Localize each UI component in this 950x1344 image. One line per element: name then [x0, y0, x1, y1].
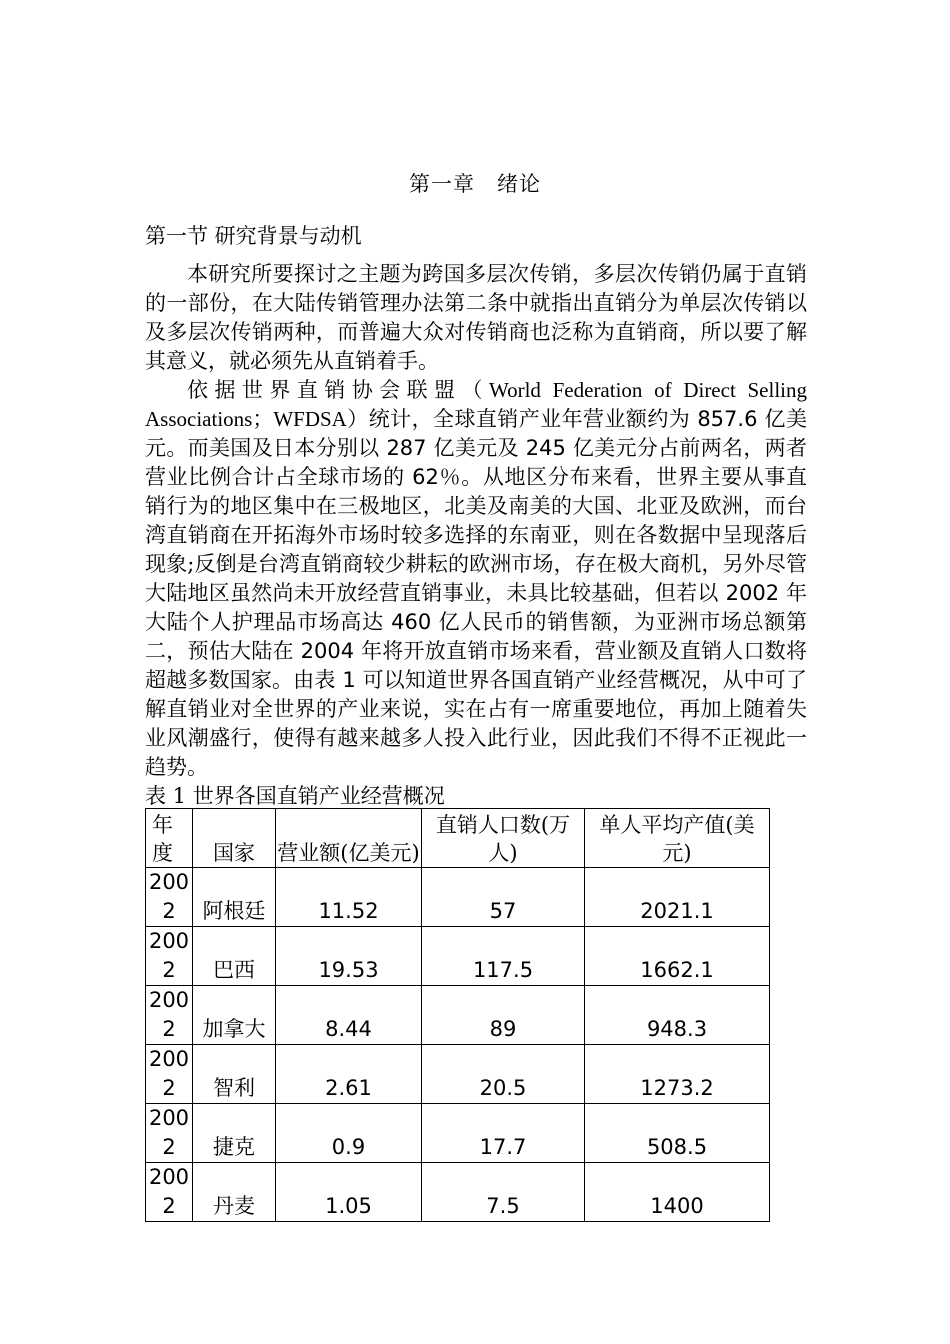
p2-seg: 依据世界直销协会联盟（ — [187, 378, 489, 402]
table-header-row — [146, 809, 770, 868]
p2-seg: 亿美元分占前两名，两者营业比例合计占全球市场的 — [145, 436, 807, 489]
p2-seg: 亿美元及 — [426, 436, 526, 460]
cell-revenue: 11.52 — [276, 868, 422, 927]
p2-seg: ）统计，全球直销产业年营业额约为 — [346, 407, 698, 431]
paragraph-2 — [145, 376, 807, 782]
cell-year: 2002 — [146, 1163, 193, 1222]
table-row — [146, 1104, 770, 1163]
direct-selling-table — [145, 808, 770, 1222]
p2-number: 2004 — [300, 639, 355, 663]
p2-seg: 亿美元。而美国及日本分别以 — [145, 407, 807, 460]
p2-number: 287 — [386, 436, 427, 460]
p2-number: 460 — [391, 610, 432, 634]
table-row — [146, 868, 770, 927]
cell-year: 2002 — [146, 1045, 193, 1104]
cell-people: 57 — [422, 868, 585, 927]
p2-seg: 年将开放直销市场来看，营业额及直销人口数将超越多数国家。由表 — [145, 639, 807, 692]
cell-average: 1273.2 — [585, 1045, 770, 1104]
table-row — [146, 927, 770, 986]
p2-number: 245 — [525, 436, 566, 460]
table-row — [146, 1045, 770, 1104]
cell-average: 1400 — [585, 1163, 770, 1222]
paragraph-2-text — [145, 376, 807, 782]
header-people: 直销人口数(万人) — [422, 809, 585, 868]
cell-people: 7.5 — [422, 1163, 585, 1222]
cell-year: 2002 — [146, 1104, 193, 1163]
cell-revenue: 2.61 — [276, 1045, 422, 1104]
p2-number: 62％ — [412, 465, 462, 489]
cell-people: 20.5 — [422, 1045, 585, 1104]
cell-country: 捷克 — [193, 1104, 276, 1163]
p2-number: 857.6 — [697, 407, 758, 431]
cell-year: 2002 — [146, 927, 193, 986]
cell-revenue: 1.05 — [276, 1163, 422, 1222]
cell-people: 89 — [422, 986, 585, 1045]
cell-revenue: 8.44 — [276, 986, 422, 1045]
cell-people: 17.7 — [422, 1104, 585, 1163]
paragraph-1-text: 本研究所要探讨之主题为跨国多层次传销，多层次传销仍属于直销的一部份，在大陆传销管理办法第二条中就指出直销分为单层次传销以及多层次传销两种，而普遍大众对传销商也泛称为直销商，所以要了解其意义，就必须先从直销着手。 — [145, 262, 807, 373]
cell-country: 丹麦 — [193, 1163, 276, 1222]
header-revenue: 营业额(亿美元) — [276, 809, 422, 868]
cell-average: 1662.1 — [585, 927, 770, 986]
cell-average: 508.5 — [585, 1104, 770, 1163]
cell-average: 2021.1 — [585, 868, 770, 927]
p2-number: 2002 — [725, 581, 780, 605]
p2-seg: 可以知道世界各国直销产业经营概况，从中可了解直销业对全世界的产业来说，实在占有一席重要地位，再加上随着失业风潮盛行，使得有越来越多人投入此行业，因此我们不得不正视此一趋势。 — [145, 668, 807, 779]
paragraph-1 — [145, 260, 807, 376]
cell-average: 948.3 — [585, 986, 770, 1045]
cell-revenue: 0.9 — [276, 1104, 422, 1163]
cell-country: 加拿大 — [193, 986, 276, 1045]
cell-country: 智利 — [193, 1045, 276, 1104]
p2-number: 1 — [342, 668, 356, 692]
table-caption: 表 1 世界各国直销产业经营概况 — [145, 784, 445, 808]
cell-people: 117.5 — [422, 927, 585, 986]
cell-country: 阿根廷 — [193, 868, 276, 927]
p2-seg: 年大陆个人护理品市场高达 — [145, 581, 807, 634]
cell-revenue: 19.53 — [276, 927, 422, 986]
cell-year: 2002 — [146, 868, 193, 927]
header-year: 年度 — [146, 809, 193, 868]
section-title: 第一节 研究背景与动机 — [145, 224, 362, 248]
header-average: 单人平均产值(美元) — [585, 809, 770, 868]
table-row — [146, 1163, 770, 1222]
chapter-title: 第一章 绪论 — [409, 172, 541, 196]
table-row — [146, 986, 770, 1045]
p2-latin: World Federation of Direct Selling Associations；WFDSA — [145, 378, 807, 431]
p2-seg: 。从地区分布来看，世界主要从事直销行为的地区集中在三极地区，北美及南美的大国、北亚及欧洲，而台湾直销商在开拓海外市场时较多选择的东南亚，则在各数据中呈现落后现象;反倒是台湾直销商较少耕耘的欧洲市场，存在极大商机，另外尽管大陆地区虽然尚未开放经营直销事业，未具比较基础，但若以 — [145, 465, 807, 605]
header-country: 国家 — [193, 809, 276, 868]
cell-country: 巴西 — [193, 927, 276, 986]
p2-seg: 亿人民币的销售额，为亚洲市场总额第二，预估大陆在 — [145, 610, 807, 663]
cell-year: 2002 — [146, 986, 193, 1045]
